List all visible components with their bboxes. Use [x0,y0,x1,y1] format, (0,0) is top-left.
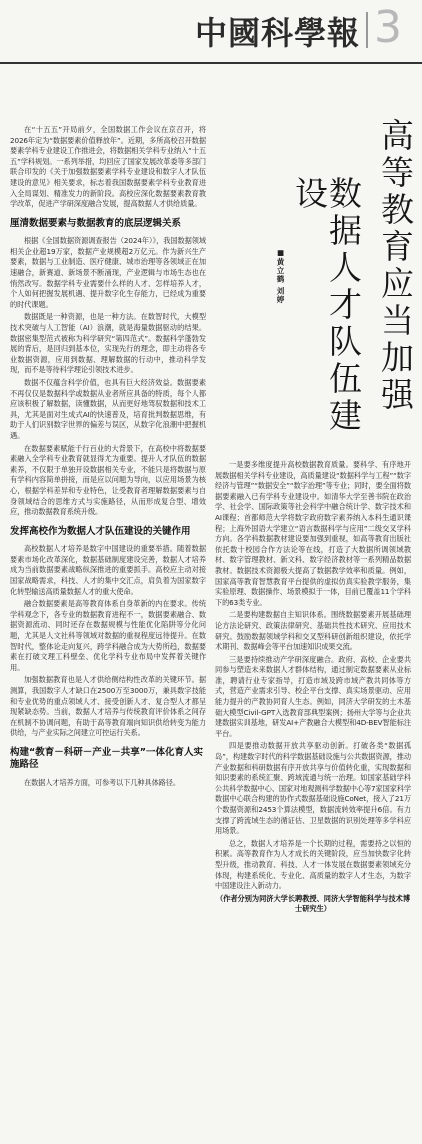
author-note: （作者分别为同济大学长聘教授、同济大学智能科学与技术博士研究生） [215,893,411,914]
section-heading: 发挥高校作为数据人才队伍建设的关键作用 [10,525,191,537]
section-heading: 构建“教育－科研－产业－共享”一体化育人实施路径 [10,746,203,771]
title-line-1: 高等教育应当加强 [376,118,415,414]
body-paragraph: 四是要推动数据开放共享驱动创新。打破各类“数据孤岛”，构建数字时代的科学数据基础设施与公共数据资源，推动产业数据和科研数据有序开放共享与价值转化重，实现数据和知识要素的系统汇聚、跨域流通与统一治理。如国家基础学科公共科学数据中心、国家对地观测科学数据中心等7家国家科学数据中心联合构建的协作式数据基础设施CoNet，接入了21万个数据资源和2453个算法模型，数据流转效率提升6倍。有力支撑了跨流域生态的循证估、卫星数据的识别处理等多学科应用场景。 [215,741,411,836]
masthead [0,0,422,62]
body-paragraph: 在数据人才培养方面，可参考以下几种具体路径。 [24,777,180,787]
body-paragraph: 根据《全国数据资源调查报告（2024年）》，我国数据领域相关企业超19万家，数据产业规模超2万亿元。作为新兴生产要素，数据与工业制造、医疗健康、城市治理等各领域正在加速融合，新赛道、新场景不断涌现，产业逻辑与市场生态也在悄然改写。数据学科专业需要什么样的人才、怎样培养人才，个人如何把握发展机遇、提升数字化生存能力，已经成为重要的时代课题。 [10,236,206,309]
page-number: 3 [374,2,402,53]
author-byline: ■黄立鹤 刘婷 [276,248,285,305]
title-line-2: 数据人才队伍建设 [290,176,363,435]
body-paragraph: 二是要构建数据自主知识体系。围绕数据要素开展基础理论方法论研究、政策法律研究、基础共性技术研究、应用技术研究。鼓励数据领域学科和交叉型科研创新组织建设，依托学术期刊、数据峰会等平台加速知识成果交流。 [215,610,411,652]
masthead-divider [366,12,368,48]
body-paragraph: 高校数据人才培养是数字中国建设的重要举措。随着数据要素市场化改革深化，数据基础制度建设完善，数据人才培养成为当前数据要素战略纵深推进的重要抓手。高校应主动对接国家战略需求，科技、人才的集中交汇点，肩负着为国家数字化转型输送高质量数据人才的重大使命。 [10,544,206,596]
body-paragraph: 总之，数据人才培养是一个长期的过程，需要持之以恒的积累。高等教育作为人才成长的关键阶段，应当加快数字化转型升级，推动教育、科技、人才一体发展在数据要素领域充分体现，构建系统化、专业化、高质量的数字人才生态，为数字中国建设注入新动力。 [215,838,411,891]
body-paragraph: 融合数据要素是高等教育体系自身革新的内在要求。传统学科观念下，各专业的数据教育进程不一，数据要素融合、数据资源流动、同时还存在数据规模与性能优化陷阱等分化问题，尤其是人文社科等领域对数据的重视程度远待提升。在数智时代，整体论走向复兴，跨学科融合成为大势所趋，数据要素在打破文理工科壁垒、优化学科专业布局中发挥着关键作用。 [10,599,206,672]
section-heading: 厘清数据要素与数据教育的底层逻辑关系 [10,217,182,229]
body-paragraph: 数据不仅蕴含科学价值，也具有巨大经济效益。数据要素不再仅仅是数据科学或数据从业者所应具备的特质，每个人都应该积极了解数据，读懂数据，从而更好地驾驭数据和技术工具，尤其是面对生成式AI的快速普及，培育批判数据思维，有助于人们识别数字世界的偏差与误区，从数字化浪潮中把握机遇。 [10,377,206,440]
left-text-column [10,125,206,790]
body-paragraph: 在数据要素赋能千行百业的大背景下，在高校中将数据要素融入全学科专业教育就显得尤为重要。提升人才队伍的数据素养，不仅限于单独开设数据相关专业，不能只是将数据与原有学科内容简单拼接，而是应以问题为导向，以应用场景为核心，根据学科差异和专业特色，让受教育者理解数据要素与自身领域结合的思维方式与实施路径，从而形成复合型、增效应，推动数据教育系统升级。 [10,443,206,517]
body-paragraph: 数据既是一种资源，也是一种方法。在数智时代，大模型技术突破与人工智能（AI）浪潮，就是海量数据驱动的结果。数据密集型范式被称为科学研究“第四范式”。数据科学蓬勃发展的背后，是回归到基本位，实现先行的理念，即主动将各专业数据资源，应用到数据、理解数据的行动中，推动科学发现，而不是等待科学理论引领技术进步。 [10,312,206,375]
article-title [226,118,416,454]
header-rule [0,62,422,64]
body-paragraph: 加强数据教育也是人才供给侧结构性改革的关键环节。据测算，我国数字人才缺口在2500万至3000万，兼具数字技能和专业优势的重点领域人才、接受创新人才、复合型人才都呈现紧缺态势。当前，数据人才培养与传统教育评价体系之间存在机制不协调问题，有助于高等教育端向知识供给转变为能力供给，与产业实际之间建立可控运行关系。 [10,675,206,738]
newspaper-name: 中國科學報 [194,14,360,52]
right-text-column [215,460,411,915]
body-paragraph: 在“十五五”开局前夕，全国数据工作会议在京召开，将2026年定为“数据要素价值释放年”。近期，多所高校召开数据要素学科专业建设工作推进会，将数据相关学科专业纳入“十五五”学科规划。一系列举措，均回应了国家发展改革委等多部门联合印发的《关于加强数据要素学科专业建设和数字人才队伍建设的意见》相关要求，标志着我国数据要素学科专业教育进入全局谋划、精准发力的新阶段。高校应深化数据要素教育教学改革，促进产学研深度融合发展，提高数据人才供给质量。 [10,125,206,209]
body-paragraph: 三是要持续推动产学研深度融合。政府、高校、企业要共同参与塑造未来数据人才群体结构，通过制定数据要素从业标准，聘请行业专家指导，打造市域及跨市域产教共同体等方式，营造产业需求引导、校企平台支撑、真实场景驱动、应用能力提升的产教协同育人生态。例如，同济大学研发的土木基础大模型Civil-GPT入选教育部典型案例；扬州大学等与企业共建数据实训基地，研发AI+产教融合大模型和4D-BEV智能标注平台。 [215,654,411,738]
body-paragraph: 一是要多维度提升高校数据教育质量。要科学、有序地开展数据相关学科专业建设，高质量建设“数据科学与工程”“数字经济与管理”“数据安全”“数字治理”等专业；同时，要全面将数据要素融入已有学科专业建设中。如清华大学至善书院在政治学、社会学、国际政策等社会科学中融合统计学、数字技术和AI课程；首都师范大学将数字政府数字素养纳入本科生通识课程；上海外国语大学建立“语言数据科学与应用”二级交叉学科方向。各学科数据教材建设要加强到重视，如高等教育出版社依托数十校园合作方法论等在线，打造了大数据所调领域教材、数字管理教材、新文科、数字经济教材等一系列精品数据教材。数据技术资源极大提高了数据教学效率和质量。例如，国家高等教育智慧教育平台提供的虚拟仿真实验教学服务，集实验原理、数据操作、场景模拟于一体，目前已覆盖11个学科下的63类专业。 [215,460,411,607]
